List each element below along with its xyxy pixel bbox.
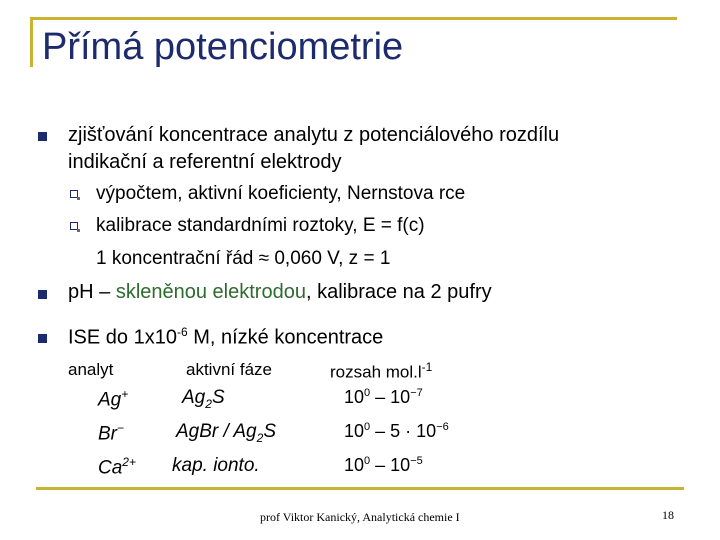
header-range-exponent: -1 xyxy=(421,360,433,374)
footer-author: prof Viktor Kanický, Analytická chemie I xyxy=(260,510,460,524)
sub-bullet-icon xyxy=(70,222,78,230)
bullet-3-exponent: -6 xyxy=(176,325,188,339)
top-frame-line xyxy=(30,17,677,20)
ion-charge: 2+ xyxy=(122,455,136,469)
phase-agbr-ag2s xyxy=(176,421,276,445)
range-end-exponent: −5 xyxy=(410,455,423,467)
range-start-exponent: 0 xyxy=(364,421,371,433)
phase-formula: AgBr / Ag xyxy=(176,421,257,442)
bullet-square-icon xyxy=(38,132,47,141)
phase-formula-tail: S xyxy=(211,387,225,408)
ion-symbol: Ag xyxy=(98,389,122,411)
bullet-2-highlight: skleněnou elektrodou xyxy=(115,281,306,303)
bullet-2-text xyxy=(68,281,492,304)
range-start: 10 xyxy=(344,455,365,475)
bullet-3-text xyxy=(68,325,383,350)
sub-item-2: kalibrace standardními roztoky, E = f(c) xyxy=(96,215,425,236)
ion-br xyxy=(98,421,124,445)
range-row-3 xyxy=(344,455,423,476)
range-start-exponent: 0 xyxy=(364,387,371,399)
page-number: 18 xyxy=(662,508,674,522)
range-start: 10 xyxy=(344,421,365,441)
slide-title: Přímá potenciometrie xyxy=(42,26,404,68)
sub-item-1: výpočtem, aktivní koeficienty, Nernstova rce xyxy=(96,183,466,204)
header-range-label: rozsah mol.l xyxy=(330,362,422,382)
ion-symbol: Br xyxy=(98,423,117,445)
range-end-exponent: −6 xyxy=(436,421,449,433)
range-end-exponent: −7 xyxy=(410,387,423,399)
ion-ag xyxy=(98,387,128,411)
ion-charge: − xyxy=(117,421,125,435)
range-mid: – 10 xyxy=(370,455,411,475)
phase-subscript: 2 xyxy=(256,430,264,445)
header-active-phase: aktivní fáze xyxy=(186,360,272,379)
sub-bullet-icon xyxy=(70,190,78,198)
phase-ag2s xyxy=(182,387,225,411)
bullet-2-suffix: , kalibrace na 2 pufry xyxy=(305,281,492,303)
range-row-2 xyxy=(344,421,449,442)
header-range xyxy=(330,360,432,383)
left-frame-line xyxy=(30,17,33,67)
phase-subscript: 2 xyxy=(205,396,212,411)
ion-charge: + xyxy=(121,387,129,401)
range-start-exponent: 0 xyxy=(364,455,371,467)
ion-symbol: Ca xyxy=(98,457,123,479)
range-start: 10 xyxy=(344,387,365,407)
bullet-2-prefix: pH – xyxy=(68,281,116,303)
header-analyte: analyt xyxy=(68,360,114,379)
range-mid: – 5 · 10 xyxy=(370,421,437,441)
bullet-square-icon xyxy=(38,334,47,343)
bullet-1-line-2: indikační a referentní elektrody xyxy=(68,151,342,173)
range-mid: – 10 xyxy=(370,387,411,407)
range-row-1 xyxy=(344,387,423,408)
bullet-square-icon xyxy=(38,290,47,299)
bottom-frame-line xyxy=(36,487,684,490)
phase-formula-tail: S xyxy=(263,421,276,442)
phase-formula: kap. ionto. xyxy=(172,455,260,476)
phase-formula: Ag xyxy=(182,387,206,408)
ion-ca xyxy=(98,455,136,479)
phase-ionophore xyxy=(172,455,260,477)
bullet-3-suffix: M, nízké koncentrace xyxy=(187,326,384,349)
bullet-1-line-1: zjišťování koncentrace analytu z potenciálového rozdílu xyxy=(68,124,560,146)
sub-item-3: 1 koncentrační řád ≈ 0,060 V, z = 1 xyxy=(96,248,391,269)
bullet-3-prefix: ISE do 1x10 xyxy=(68,326,177,349)
